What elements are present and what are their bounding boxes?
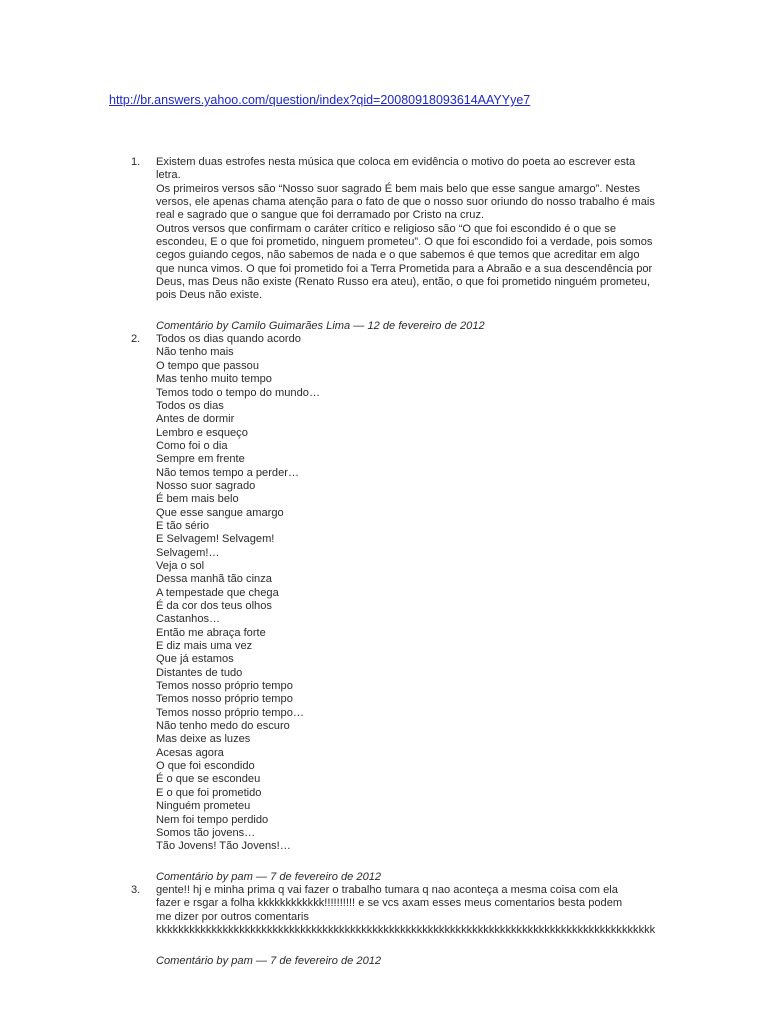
comment-paragraph: Existem duas estrofes nesta música que coloca em evidência o motivo do poeta ao escrever esta letra.	[156, 156, 636, 182]
lyric-line: Não temos tempo a perder…	[156, 466, 300, 479]
comment-meta: Comentário by pam — 7 de fevereiro de 2012	[156, 870, 382, 883]
lyric-line: Distantes de tudo	[156, 666, 243, 679]
lyric-line: Selvagem!…	[156, 546, 220, 559]
source-url-link[interactable]: http://br.answers.yahoo.com/question/index?qid=20080918093614AAYYye7	[109, 93, 531, 107]
lyric-line: Todos os dias	[156, 399, 224, 412]
lyric-line: Nem foi tempo perdido	[156, 813, 269, 826]
comment-meta: Comentário by pam — 7 de fevereiro de 2012	[156, 955, 382, 968]
lyrics-body	[156, 333, 661, 853]
lyric-line: Veja o sol	[156, 559, 205, 572]
lyric-line: Não tenho mais	[156, 346, 234, 359]
lyric-line: Não tenho medo do escuro	[156, 720, 290, 733]
lyric-line: Lembro e esqueço	[156, 426, 248, 439]
lyric-line: Então me abraça forte	[156, 626, 266, 639]
lyric-line: Temos nosso próprio tempo…	[156, 706, 304, 719]
lyric-line: E Selvagem! Selvagem!	[156, 533, 275, 546]
lyric-line: O que foi escondido	[156, 760, 255, 773]
item-number: 2.	[131, 333, 141, 346]
lyric-line: Que já estamos	[156, 653, 234, 666]
lyric-line: Sempre em frente	[156, 453, 245, 466]
lyric-line: Mas deixe as luzes	[156, 733, 251, 746]
lyric-line: Dessa manhã tão cinza	[156, 573, 272, 586]
lyric-line: O tempo que passou	[156, 359, 259, 372]
comment-item	[0, 884, 661, 969]
lyric-line: Como foi o dia	[156, 439, 228, 452]
lyric-line: Tão Jovens! Tão Jovens!…	[156, 840, 291, 853]
comment-item	[0, 333, 661, 884]
lyric-line: Acesas agora	[156, 746, 224, 759]
lyric-line: Nosso suor sagrado	[156, 479, 256, 492]
lyric-line: Temos nosso próprio tempo	[156, 680, 293, 693]
comment-body	[156, 884, 661, 937]
lyric-line: Temos todo o tempo do mundo…	[156, 386, 321, 399]
comment-body	[156, 156, 661, 303]
lyric-line: É da cor dos teus olhos	[156, 600, 272, 612]
item-number: 3.	[131, 883, 141, 896]
comment-paragraph: Os primeiros versos são “Nosso suor sagrado É bem mais belo que esse sangue amargo”. Nestes versos, ele apenas chama atenção para o fato de que o nosso suor oriundo do nosso trabalho é mais real e sagrado que o sangue que foi derramado por Cristo na cruz.	[156, 182, 655, 222]
comment-line: kkkkkkkkkkkkkkkkkkkkkkkkkkkkkkkkkkkkkkkkkkkkkkkkkkkkkkkkkkkkkkkkkkkkkkkkkkkkkkkkkkkkkkkkkk	[156, 923, 656, 936]
comment-meta: Comentário by Camilo Guimarães Lima — 12 de fevereiro de 2012	[156, 319, 485, 332]
lyric-line: Somos tão jovens…	[156, 826, 256, 839]
lyric-line: É o que se escondeu	[156, 773, 261, 786]
lyric-line: E diz mais uma vez	[156, 640, 253, 653]
comment-list	[0, 156, 768, 969]
comment-line: fazer e rsgar a folha kkkkkkkkkkkk!!!!!!!!!! e se vcs axam esses meus comentarios besta podem	[156, 897, 623, 910]
lyric-line: E o que foi prometido	[156, 786, 262, 799]
lyric-line: Mas tenho muito tempo	[156, 373, 272, 386]
lyric-line: Temos nosso próprio tempo	[156, 693, 293, 706]
lyric-line: Todos os dias quando acordo	[156, 333, 301, 346]
lyric-line: É bem mais belo	[156, 493, 239, 506]
lyric-line: Castanhos…	[156, 613, 221, 626]
comment-item	[0, 156, 661, 333]
lyric-line: A tempestade que chega	[156, 586, 279, 599]
lyric-line: E tão sério	[156, 519, 210, 532]
comment-paragraph: Outros versos que confirmam o caráter crítico e religioso são “O que foi escondido é o que se escondeu, E o que foi prometido, ninguem prometeu”. O que foi escondido foi a verdade, pois somos cegos guiando cegos, não sabemos de nada e o que sabemos é que temos que acreditar em algo que nunca vimos. O que foi prometido foi a Terra Prometida para a Abraão e a sua descendência por Deus, mas Deus não existe (Renato Russo era ateu), então, o que foi prometido ninguém prometeu, pois Deus não existe.	[156, 222, 653, 302]
item-number: 1.	[131, 156, 141, 168]
lyric-line: Antes de dormir	[156, 413, 235, 426]
comment-line: me dizer por outros comentaris	[156, 910, 309, 923]
lyric-line: Ninguém prometeu	[156, 800, 251, 813]
lyric-line: Que esse sangue amargo	[156, 506, 284, 519]
comment-line: gente!! hj e minha prima q vai fazer o trabalho tumara q nao aconteça a mesma coisa com ela	[156, 883, 618, 896]
